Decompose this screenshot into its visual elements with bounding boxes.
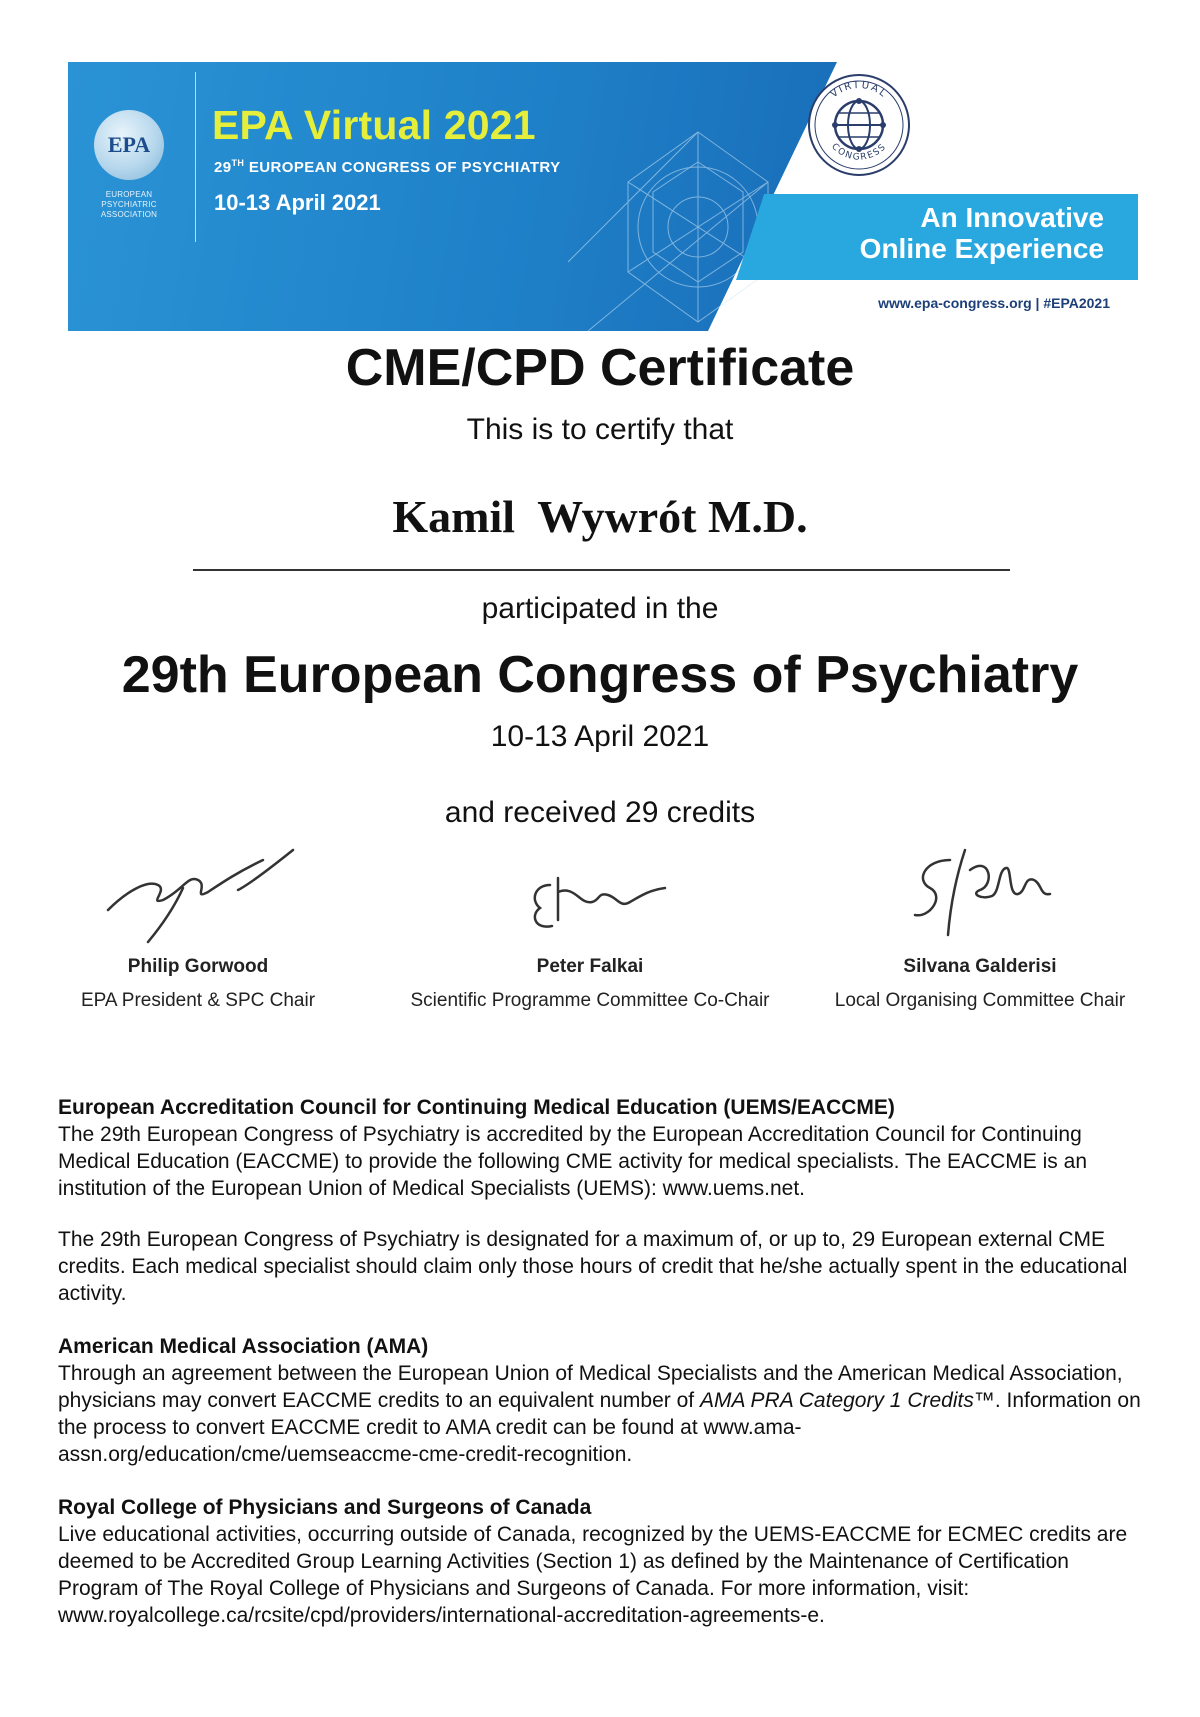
epa-globe-icon [94,110,164,180]
assoc-line-3: ASSOCIATION [100,210,158,219]
subtitle-ordinal: TH [231,158,245,168]
banner-website: www.epa-congress.org | #EPA2021 [878,295,1110,311]
signatory-3-name: Silvana Galderisi [903,956,1057,977]
tagline-line-1: An Innovative [920,202,1104,233]
name-underline [193,569,1010,571]
congress-banner [68,62,1138,331]
credits-text: and received 29 credits [444,796,756,829]
signature-block-1 [18,830,378,1012]
tagline-line-2: Online Experience [859,233,1104,264]
signatory-2-role: Scientific Programme Committee Co-Chair [410,990,770,1011]
tagline-text [860,202,1104,264]
banner-title: EPA Virtual 2021 [212,102,536,148]
recipient-name: Kamil Wywrót M.D. [392,491,808,542]
rcps-heading: Royal College of Physicians and Surgeons of Canada [58,1496,592,1519]
signature-block-3 [800,830,1160,1012]
accreditation-section [58,1094,1148,1629]
signatory-2-name: Peter Falkai [536,956,644,977]
certify-text: This is to certify that [466,413,734,446]
epa-association-text [88,190,170,220]
assoc-line-1: EUROPEAN [105,190,153,199]
certificate-title: CME/CPD Certificate [345,339,855,397]
signatory-1-name: Philip Gorwood [127,956,269,977]
epa-logo [88,110,170,220]
signature-1-icon [88,830,308,950]
assoc-line-2: PSYCHIATRIC [101,200,157,209]
badge-top-text: VIRTUAL [828,79,890,101]
signatory-3-role: Local Organising Committee Chair [834,990,1126,1011]
event-date: 10-13 April 2021 [490,720,710,753]
banner-dates: 10-13 April 2021 [214,190,381,215]
signature-block-2 [410,830,770,1012]
eaccme-heading: European Accreditation Council for Continuing Medical Education (UEMS/EACCME) [58,1096,895,1119]
participated-text: participated in the [481,592,719,625]
signature-3-icon [870,830,1090,950]
congress-name: 29th European Congress of Psychiatry [121,646,1079,704]
ama-text-1: Through an agreement between the European Union of Medical Specialists and the American Medical Association, physicians may convert EACCME credits to an equivalent number of [58,1362,1123,1412]
signature-2-icon [480,830,700,950]
ama-credits-italic: AMA PRA Category 1 Credits [699,1389,974,1412]
banner-subtitle [214,158,560,176]
subtitle-text: EUROPEAN CONGRESS OF PSYCHIATRY [244,159,561,176]
virtual-congress-badge-icon [804,70,914,180]
epa-logo-text: EPA [107,132,151,157]
badge-bottom-text: CONGRESS [829,141,889,163]
banner-divider [195,72,196,242]
ama-paragraph [58,1360,1148,1468]
eaccme-paragraph-2: The 29th European Congress of Psychiatry is designated for a maximum of, or up to, 29 European external CME credits. Each medical specialist should claim only those hours of credit that he/she actually spent in the educational activity. [58,1228,1128,1305]
ama-text-2: ™. Information on the process to convert EACCME credit to AMA credit can be found at www.ama-assn.org/education/cme/uemseaccme-cme-credit-recognition. [58,1389,1141,1466]
eaccme-paragraph-1: The 29th European Congress of Psychiatry is accredited by the European Accreditation Council for Continuing Medical Education (EACCME) to provide the following CME activity for medical specialists. The EACCME is an institution of the European Union of Medical Specialists (UEMS): www.uems.net. [58,1123,1087,1200]
subtitle-number: 29 [214,159,232,176]
rcps-paragraph: Live educational activities, occurring outside of Canada, recognized by the UEMS-EACCME for ECMEC credits are deemed to be Accredited Group Learning Activities (Section 1) as defined by the Maintenance of Certification Program of The Royal College of Physicians and Surgeons of Canada. For more information, visit: www.royalcollege.ca/rcsite/cpd/providers/international-accreditation-agreements-e. [58,1523,1128,1627]
ama-heading: American Medical Association (AMA) [58,1335,429,1358]
signatory-1-role: EPA President & SPC Chair [80,990,316,1011]
